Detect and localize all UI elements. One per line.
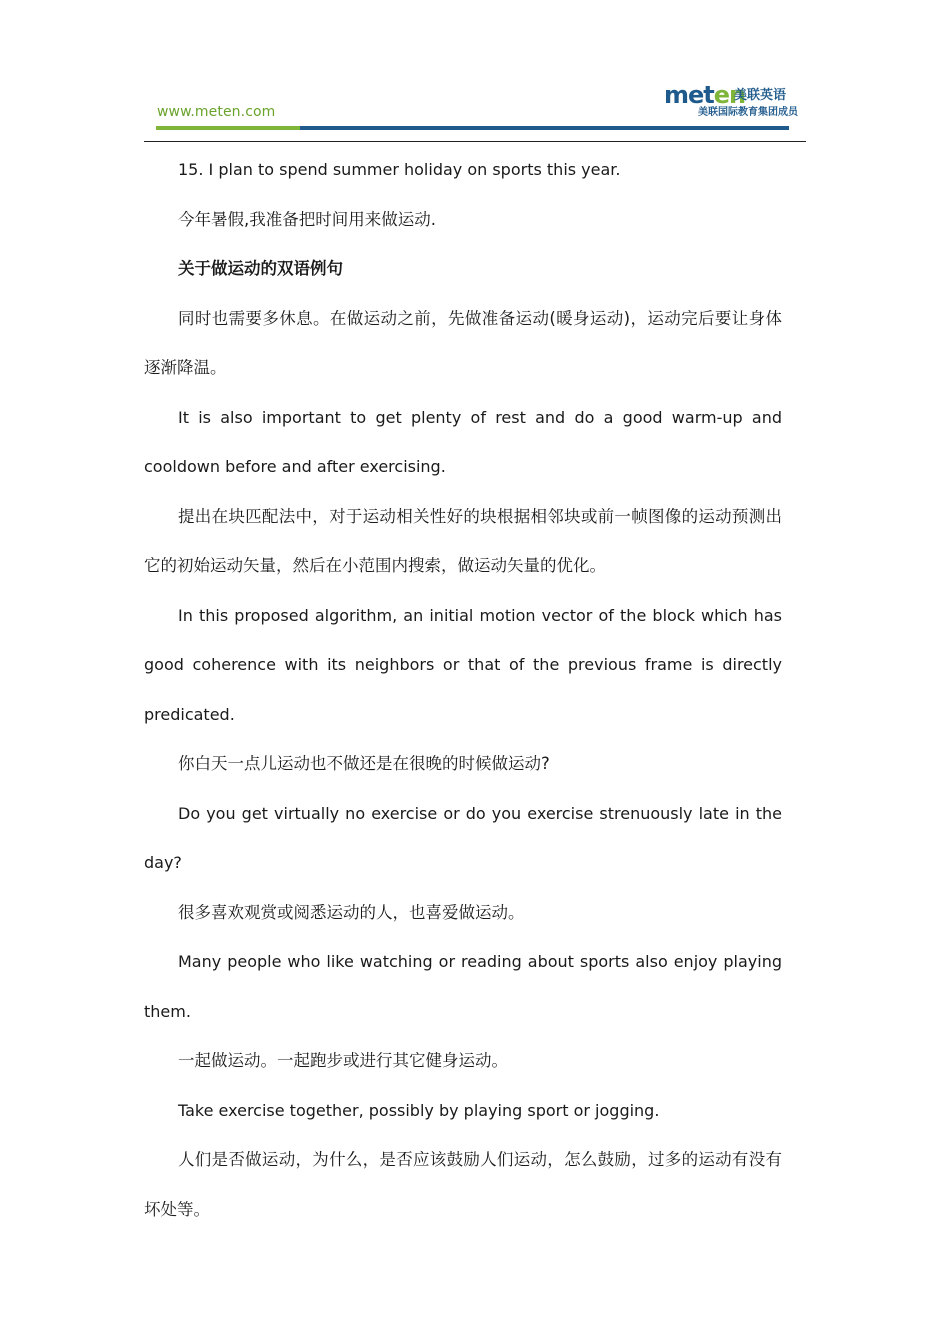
- paragraph-13: Take exercise together, possibly by playing sport or jogging.: [178, 1100, 660, 1120]
- paragraph-14: 人们是否做运动，为什么，是否应该鼓励人们运动，怎么鼓励，过多的运动有没有坏处等。: [144, 1150, 782, 1219]
- page-header: [0, 0, 950, 145]
- logo-wordmark-b: en: [713, 81, 746, 109]
- paragraph-5: It is also important to get plenty of rest and do a good warm-up and cooldown before and after exercising.: [144, 407, 782, 476]
- header-bar-green: [156, 126, 300, 130]
- paragraph-11: Many people who like watching or reading about sports also enjoy playing them.: [144, 952, 782, 1021]
- site-url[interactable]: www.meten.com: [157, 104, 276, 120]
- paragraph-2: 今年暑假,我准备把时间用来做运动.: [178, 209, 436, 229]
- paragraph-1: 15. I plan to spend summer holiday on sports this year.: [178, 160, 621, 179]
- paragraph-8: 你白天一点儿运动也不做还是在很晚的时候做运动?: [178, 754, 550, 773]
- meten-logo: [664, 81, 798, 124]
- header-rule: [144, 141, 806, 142]
- paragraph-6: 提出在块匹配法中，对于运动相关性好的块根据相邻块或前一帧图像的运动预测出它的初始运动矢量，然后在小范围内搜索，做运动矢量的优化。: [144, 506, 782, 575]
- logo-wordmark: [664, 82, 745, 108]
- logo-subtitle: 美联国际教育集团成员: [698, 107, 798, 118]
- section-heading: 关于做运动的双语例句: [178, 259, 343, 278]
- document-body: [144, 145, 782, 1234]
- paragraph-4: 同时也需要多休息。在做运动之前，先做准备运动(暖身运动)，运动完后要让身体逐渐降温。: [144, 308, 782, 377]
- paragraph-12: 一起做运动。一起跑步或进行其它健身运动。: [178, 1051, 508, 1070]
- paragraph-7: In this proposed algorithm, an initial motion vector of the block which has good coherence with its neighbors or that of the previous frame is directly predicated.: [144, 605, 782, 724]
- header-bar-blue: [300, 126, 789, 130]
- logo-wordmark-a: met: [664, 81, 714, 109]
- logo-chinese-name: 美联英语: [734, 88, 787, 103]
- paragraph-9: Do you get virtually no exercise or do you exercise strenuously late in the day?: [144, 803, 782, 872]
- paragraph-10: 很多喜欢观赏或阅悉运动的人，也喜爱做运动。: [178, 902, 525, 922]
